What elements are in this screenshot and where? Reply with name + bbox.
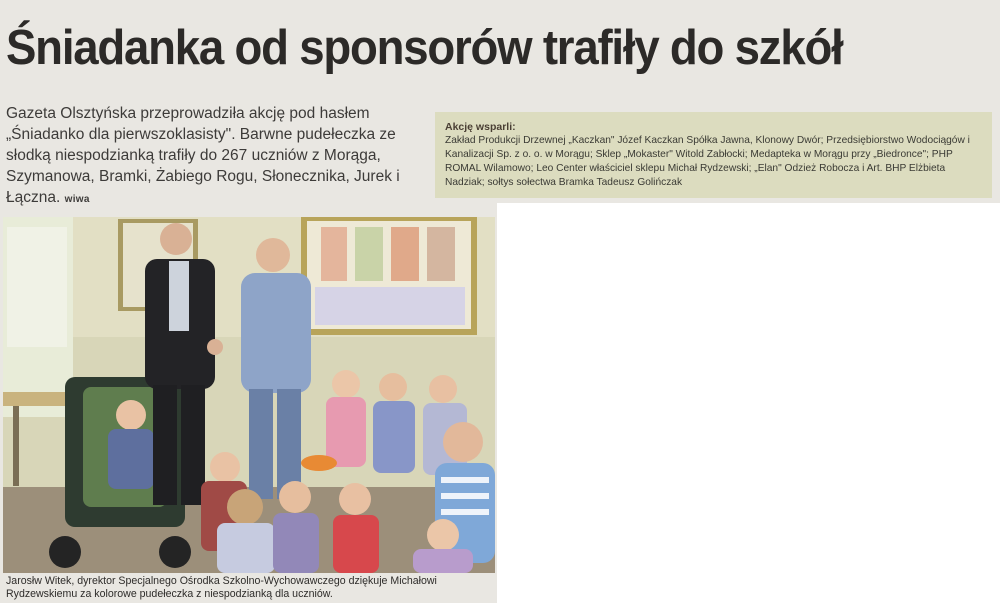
lead-paragraph — [6, 103, 426, 210]
sponsors-box — [435, 112, 992, 198]
article-photo — [3, 217, 495, 573]
sponsors-title: Akcję wsparli: — [445, 121, 516, 133]
classroom-photo-illustration — [3, 217, 495, 573]
photo-caption: Jarosłw Witek, dyrektor Specjalnego Ośrodka Szkolno-Wychowawczego dziękuje Michałowi Rydzewskiemu za kolorowe pudełeczka z niespodzianką dla uczniów. — [6, 575, 437, 600]
headline: Śniadanka od sponsorów trafiły do szkół — [6, 21, 843, 75]
lead-text: Gazeta Olsztyńska przeprowadziła akcję pod hasłem „Śniadanko dla pierwszoklasisty". Barwne pudełeczka ze słodką niespodzianką trafiły do 267 uczniów z Morąga, Szymanowa, Bramki, Żabiego Rogu, Słonecznika, Jurek i Łączna. — [6, 105, 400, 206]
author-signature: wiwa — [64, 194, 90, 205]
sponsors-text: Zakład Produkcji Drzewnej „Kaczkan" Józef Kaczkan Spółka Jawna, Klonowy Dwór; Przedsiębiorstwo Wodociągów i Kanalizacji Sp. z o. o. w Morągu; Sklep „Mokaster" Witold Zabłocki; Medapteka w Morągu przy „Biedronce"; PHP ROMAL Wilamowo; Leo Center właściciel sklepu Michał Rydzewski; „Elan" Odzież Robocza i Art. BHP Elżbieta Nadziak; sołtys sołectwa Bramka Tadeusz Golińczak — [445, 135, 970, 188]
